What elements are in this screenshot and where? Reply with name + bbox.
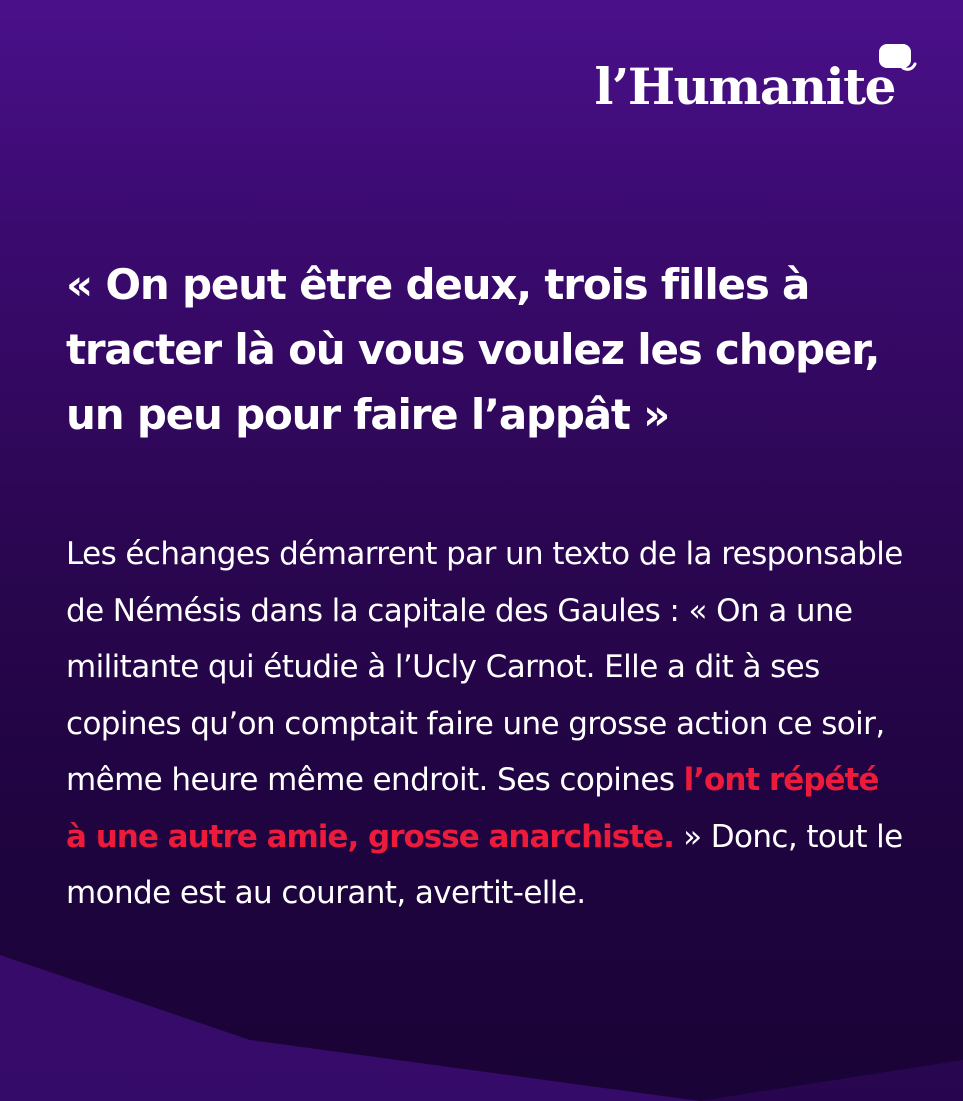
pull-quote-headline: « On peut être deux, trois filles à tracter là où vous voulez les choper, un peu pour faire l’appât » bbox=[66, 260, 880, 439]
body-highlighted-text: l’ont répété à une autre amie, grosse anarchiste. bbox=[66, 762, 879, 855]
body-tail-text: » Donc, tout le monde est au courant, avertit-elle. bbox=[66, 818, 903, 911]
brand-logo: l’Humanite bbox=[594, 57, 895, 116]
body-lead-text: Les échanges démarrent par un texto de la responsable de Némésis dans la capitale des Gaules : « On a une militante qui étudie à l’Ucly Carnot. Elle a dit à ses copines qu’on comptait faire une grosse action ce soir, même heure même endroit. Ses copines bbox=[66, 536, 903, 798]
article-body-paragraph bbox=[66, 526, 906, 922]
